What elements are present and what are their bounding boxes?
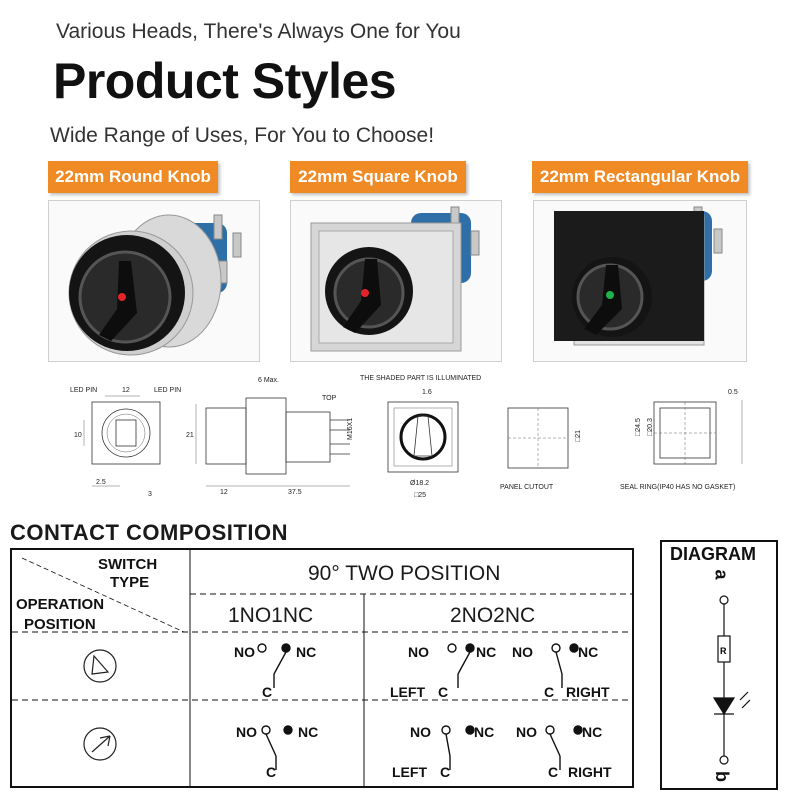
svg-text:LED PIN: LED PIN [70,387,98,394]
svg-text:R: R [720,646,727,656]
svg-text:12: 12 [122,387,130,394]
page-title: Product Styles [53,53,397,109]
svg-text:0.5: 0.5 [728,389,738,396]
label-left: LEFT [390,684,425,700]
side-view-drawing [186,377,354,496]
operation-line1: OPERATION [16,596,105,613]
svg-text:SEAL RING(IP40 HAS NO GASKET): SEAL RING(IP40 HAS NO GASKET) [620,484,736,491]
label-no: NO [234,644,255,660]
label-c: C [440,764,451,780]
mode-title: 90° TWO POSITION [308,562,501,585]
svg-text:2.5: 2.5 [96,479,106,486]
svg-text:6 Max.: 6 Max. [258,377,280,384]
wiring-diagram [660,540,778,790]
label-right: RIGHT [568,764,612,780]
tag-square-knob: 22mm Square Knob [290,161,466,193]
svg-text:□24.5: □24.5 [635,418,642,436]
label-c: C [266,764,277,780]
seal-ring-drawing [620,389,742,491]
switch-type-line2: TYPE [110,574,150,591]
label-no: NO [236,724,257,740]
technical-drawings [60,372,800,502]
operation-line2: POSITION [24,616,96,633]
position-arrow-up-icon [82,648,118,684]
led-indicator-icon [118,293,126,301]
switch-type-line1: SWITCH [98,556,158,573]
diagram-label-b: b [712,771,732,782]
label-no: NO [512,644,533,660]
column-1nonc: 1NO1NC [228,604,314,627]
label-nc: NC [476,644,497,660]
label-no: NO [410,724,431,740]
svg-text:1.6: 1.6 [422,389,432,396]
led-indicator-icon [606,291,614,299]
svg-text:□25: □25 [414,492,427,499]
front-pin-drawing [70,387,181,498]
svg-text:PANEL CUTOUT: PANEL CUTOUT [500,484,554,491]
label-nc: NC [578,644,599,660]
led-circuit-icon [662,582,776,782]
illuminated-front-drawing [360,375,481,499]
label-nc: NC [298,724,319,740]
svg-text:37.5: 37.5 [288,489,302,496]
subtitle-top: Various Heads, There's Always One for You [56,20,461,43]
label-no: NO [516,724,537,740]
svg-text:THE SHADED PART IS ILLUMINATED: THE SHADED PART IS ILLUMINATED [360,375,482,382]
led-indicator-icon [361,289,369,297]
tag-rectangular-knob: 22mm Rectangular Knob [532,161,748,193]
svg-text:3: 3 [148,491,152,498]
rectangular-knob-photo [533,200,747,362]
square-knob-photo [290,200,502,362]
label-c: C [548,764,559,780]
column-2no2nc: 2NO2NC [450,604,536,627]
svg-text:□20.3: □20.3 [647,418,654,436]
svg-text:21: 21 [186,432,194,439]
position-arrow-right-icon [82,726,118,762]
diagram-label-a: a [711,569,732,580]
contact-table [10,548,634,788]
subtitle-bottom: Wide Range of Uses, For You to Choose! [50,124,435,147]
svg-text:LED PIN: LED PIN [154,387,182,394]
svg-text:12: 12 [220,489,228,496]
svg-text:Ø18.2: Ø18.2 [410,480,430,487]
svg-text:10: 10 [74,432,82,439]
label-right: RIGHT [566,684,610,700]
label-left: LEFT [392,764,427,780]
label-nc: NC [582,724,603,740]
svg-text:M16X1: M16X1 [347,417,354,440]
diagram-title: DIAGRAM [670,544,756,564]
panel-cutout-drawing [500,408,582,491]
svg-text:TOP: TOP [322,395,337,402]
label-nc: NC [474,724,495,740]
label-no: NO [408,644,429,660]
tag-round-knob: 22mm Round Knob [48,161,218,193]
contact-composition-title: CONTACT COMPOSITION [10,520,288,545]
label-c: C [544,684,555,700]
label-nc: NC [296,644,317,660]
label-c: C [438,684,449,700]
round-knob-photo [48,200,260,362]
svg-text:□21: □21 [575,429,582,442]
label-c: C [262,684,273,700]
